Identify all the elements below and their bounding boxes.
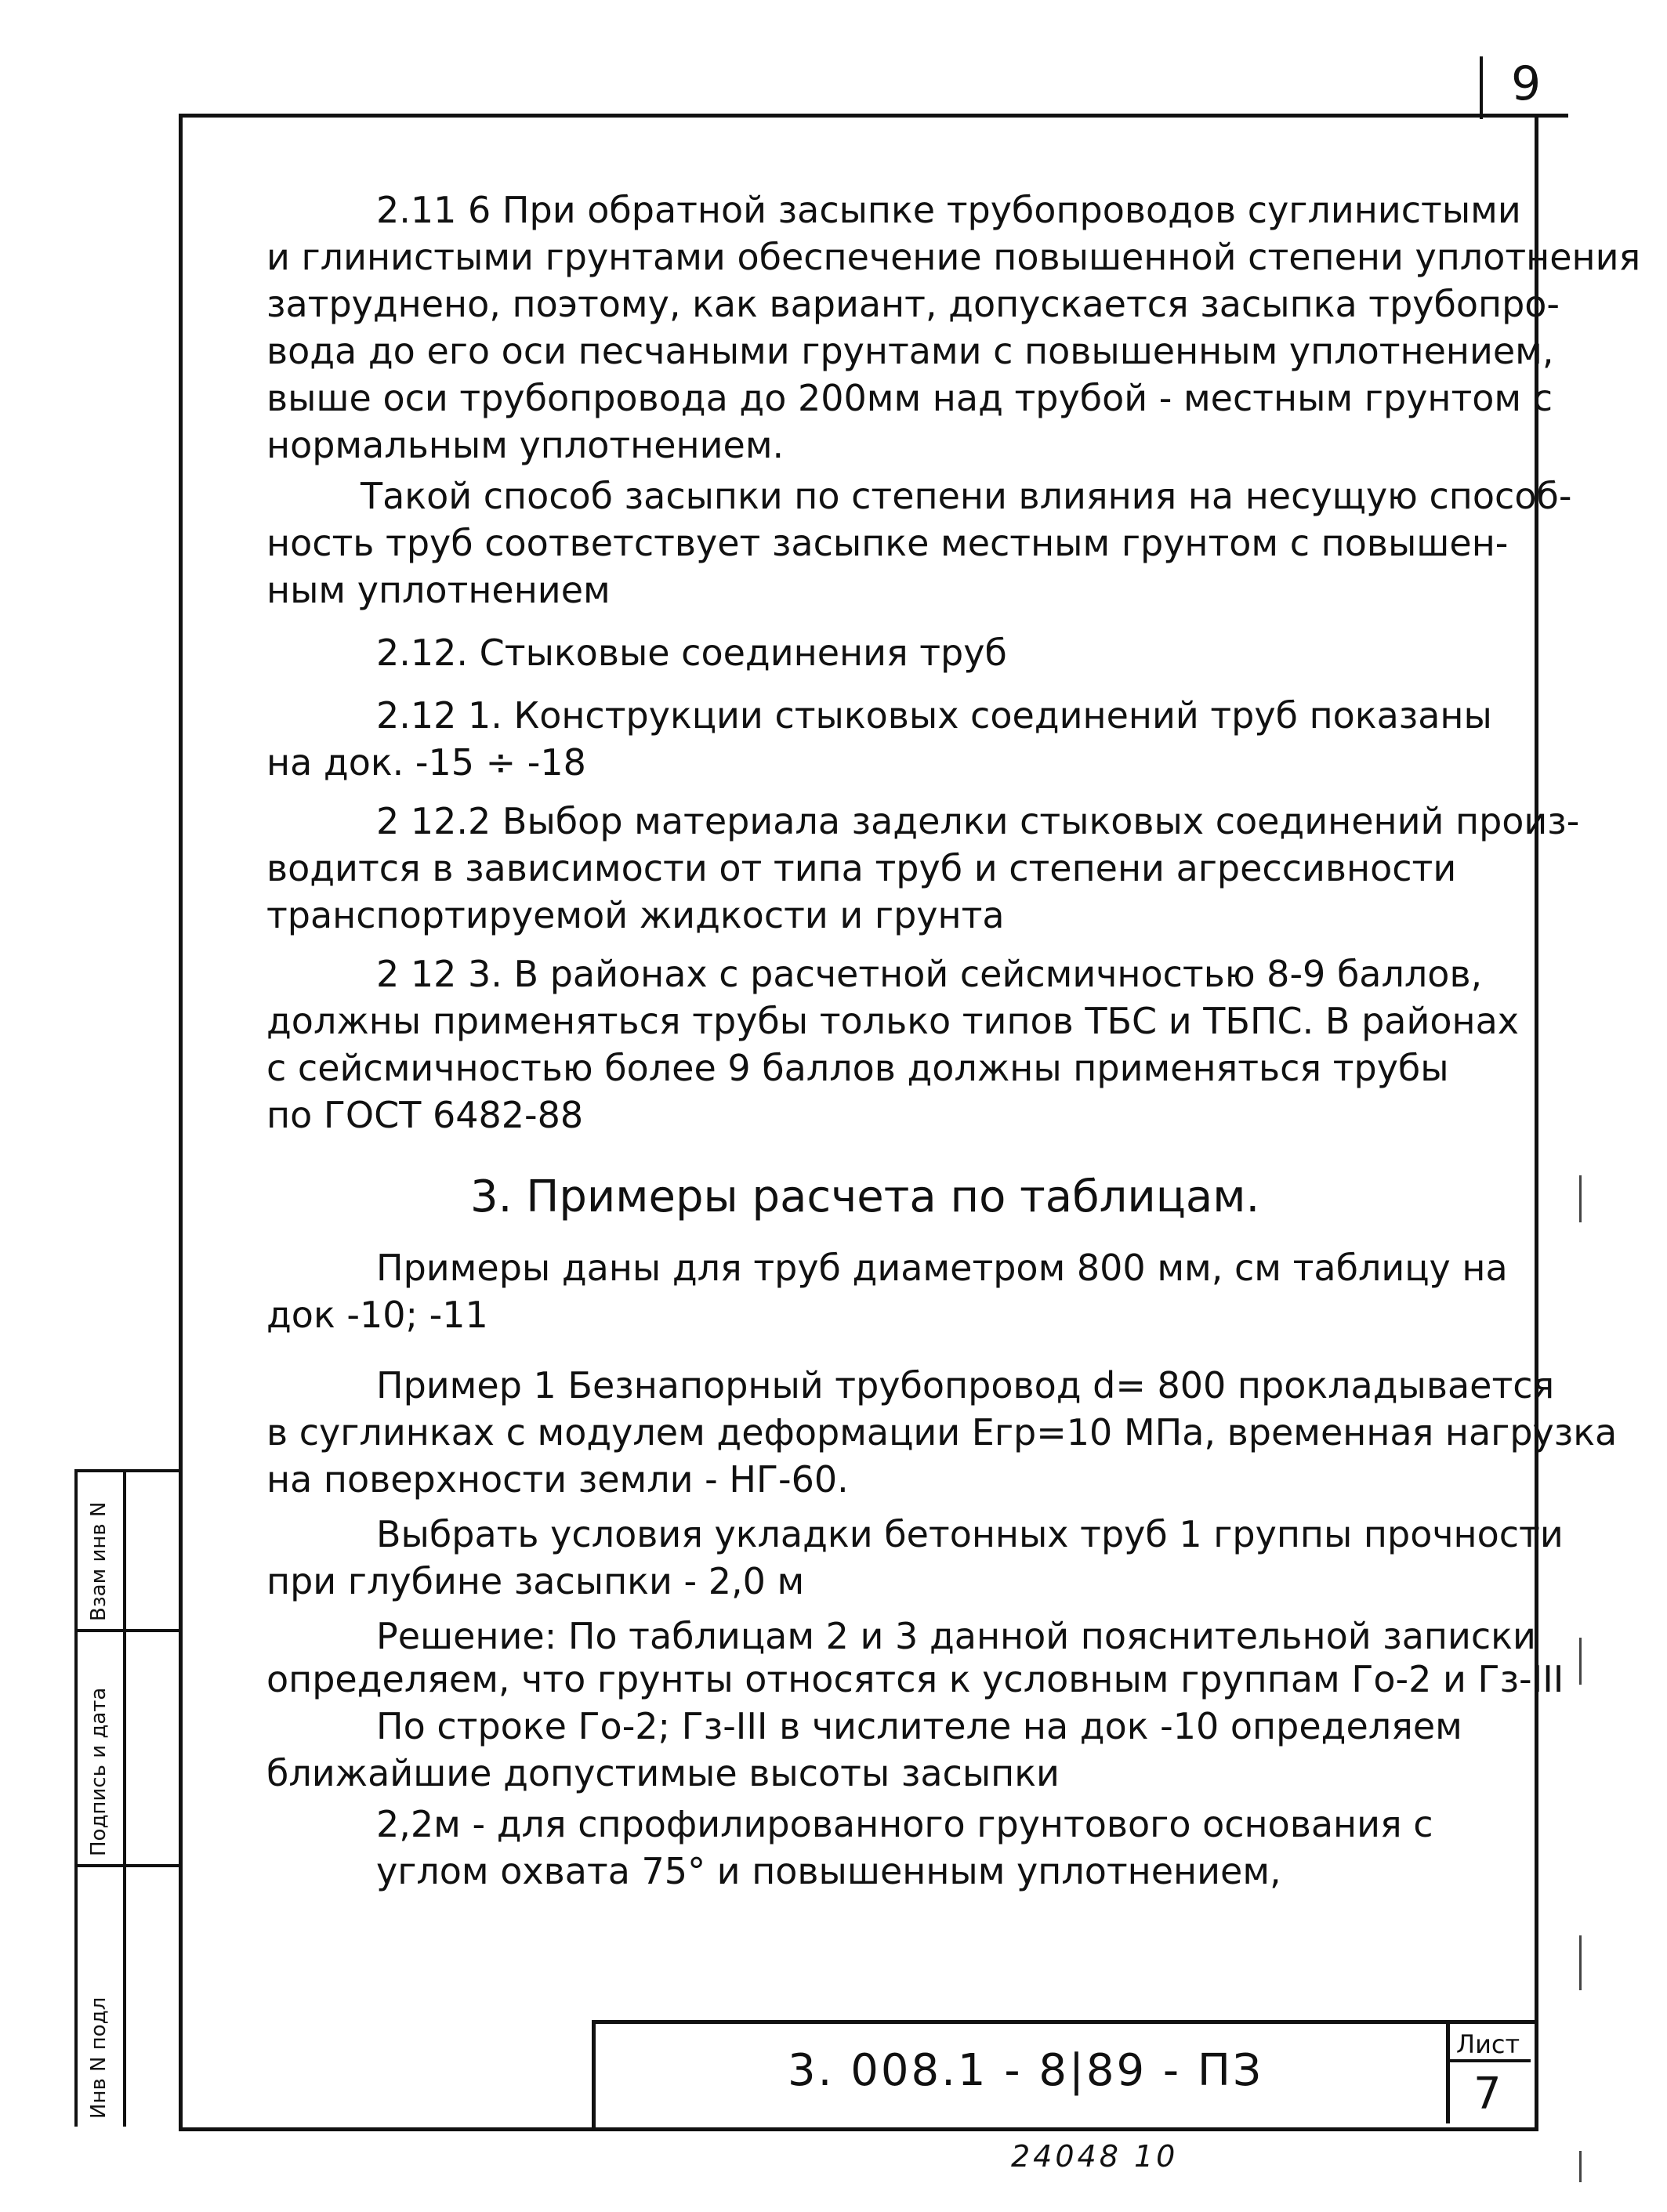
text-line: Такой способ засыпки по степени влияния на несущую способ-	[361, 475, 1572, 517]
frame-extension	[1531, 114, 1568, 118]
vzam-inv-label: Взам инв N	[87, 1501, 111, 1621]
text-line: 2 12.2 Выбор материала заделки стыковых соединений произ-	[376, 800, 1580, 842]
section-heading: 2.12. Стыковые соединения труб	[376, 632, 1007, 674]
inv-podl-label: Инв N подл	[87, 1997, 111, 2119]
text-line: на поверхности земли - НГ-60.	[266, 1458, 849, 1501]
text-line: По строке Го-2; Гз-III в числителе на док -10 определяем	[376, 1705, 1462, 1747]
scan-mark	[1579, 1935, 1582, 1990]
text-line: определяем, что грунты относятся к условным группам Го-2 и Гз-III	[266, 1658, 1564, 1700]
podpis-data-label: Подпись и дата	[87, 1687, 111, 1856]
text-line: ближайшие допустимые высоты засыпки	[266, 1752, 1060, 1794]
text-line: док -10; -11	[266, 1294, 488, 1336]
text-line: Примеры даны для труб диаметром 800 мм, см таблицу на	[376, 1247, 1508, 1289]
text-line: вода до его оси песчаными грунтами с повышенным уплотнением,	[266, 330, 1554, 372]
text-line: Решение: По таблицам 2 и 3 данной пояснительной записки	[376, 1615, 1536, 1657]
text-line: при глубине засыпки - 2,0 м	[266, 1560, 805, 1602]
sheet-divider	[1446, 2059, 1531, 2062]
text-line: 2.11 6 При обратной засыпке трубопроводов суглинистыми	[376, 189, 1521, 231]
text-line: нормальным уплотнением.	[266, 424, 785, 466]
document-code: 3. 008.1 - 8|89 - ПЗ	[788, 2045, 1263, 2096]
text-line: 2 12 3. В районах с расчетной сейсмичностью 8-9 баллов,	[376, 953, 1483, 995]
text-line: ным уплотнением	[266, 569, 611, 611]
text-line: затруднено, поэтому, как вариант, допускается засыпка трубопро-	[266, 283, 1560, 325]
sheet-label: Лист	[1456, 2029, 1520, 2059]
text-line: выше оси трубопровода до 200мм над трубой - местным грунтом с	[266, 377, 1553, 419]
text-line: на док. -15 ÷ -18	[266, 741, 586, 784]
top-tick	[1480, 56, 1483, 119]
archive-number: 24048 10	[1011, 2139, 1179, 2174]
scan-mark	[1579, 2151, 1582, 2182]
text-line: и глинистыми грунтами обеспечение повышенной степени уплотнения	[266, 236, 1641, 278]
text-line: ность труб соответствует засыпке местным грунтом с повышен-	[266, 522, 1509, 564]
text-line: транспортируемой жидкости и грунта	[266, 894, 1005, 936]
text-line: в суглинках с модулем деформации Eгр=10 МПа, временная нагрузка	[266, 1411, 1618, 1454]
text-line: Выбрать условия укладки бетонных труб 1 группы прочности	[376, 1513, 1564, 1555]
text-line: по ГОСТ 6482-88	[266, 1094, 584, 1136]
text-line: углом охвата 75° и повышенным уплотнением,	[376, 1850, 1281, 1892]
text-line: 2.12 1. Конструкции стыковых соединений труб показаны	[376, 694, 1492, 737]
side-stamp-divider	[78, 1629, 182, 1632]
page-number: 9	[1511, 56, 1542, 111]
side-stamp	[74, 1469, 182, 2127]
text-line: водится в зависимости от типа труб и степени агрессивности	[266, 847, 1457, 889]
scan-mark	[1579, 1638, 1582, 1685]
section-3-heading: 3. Примеры расчета по таблицам.	[470, 1171, 1260, 1222]
text-line: с сейсмичностью более 9 баллов должны применяться трубы	[266, 1047, 1449, 1089]
side-stamp-divider	[78, 1864, 182, 1867]
sheet-number: 7	[1473, 2069, 1502, 2120]
text-line: должны применяться трубы только типов ТБС и ТБПС. В районах	[266, 1000, 1520, 1042]
text-line: 2,2м - для спрофилированного грунтового основания с	[376, 1803, 1433, 1845]
text-line: Пример 1 Безнапорный трубопровод d= 800 прокладывается	[376, 1364, 1555, 1406]
scan-mark	[1579, 1175, 1582, 1222]
